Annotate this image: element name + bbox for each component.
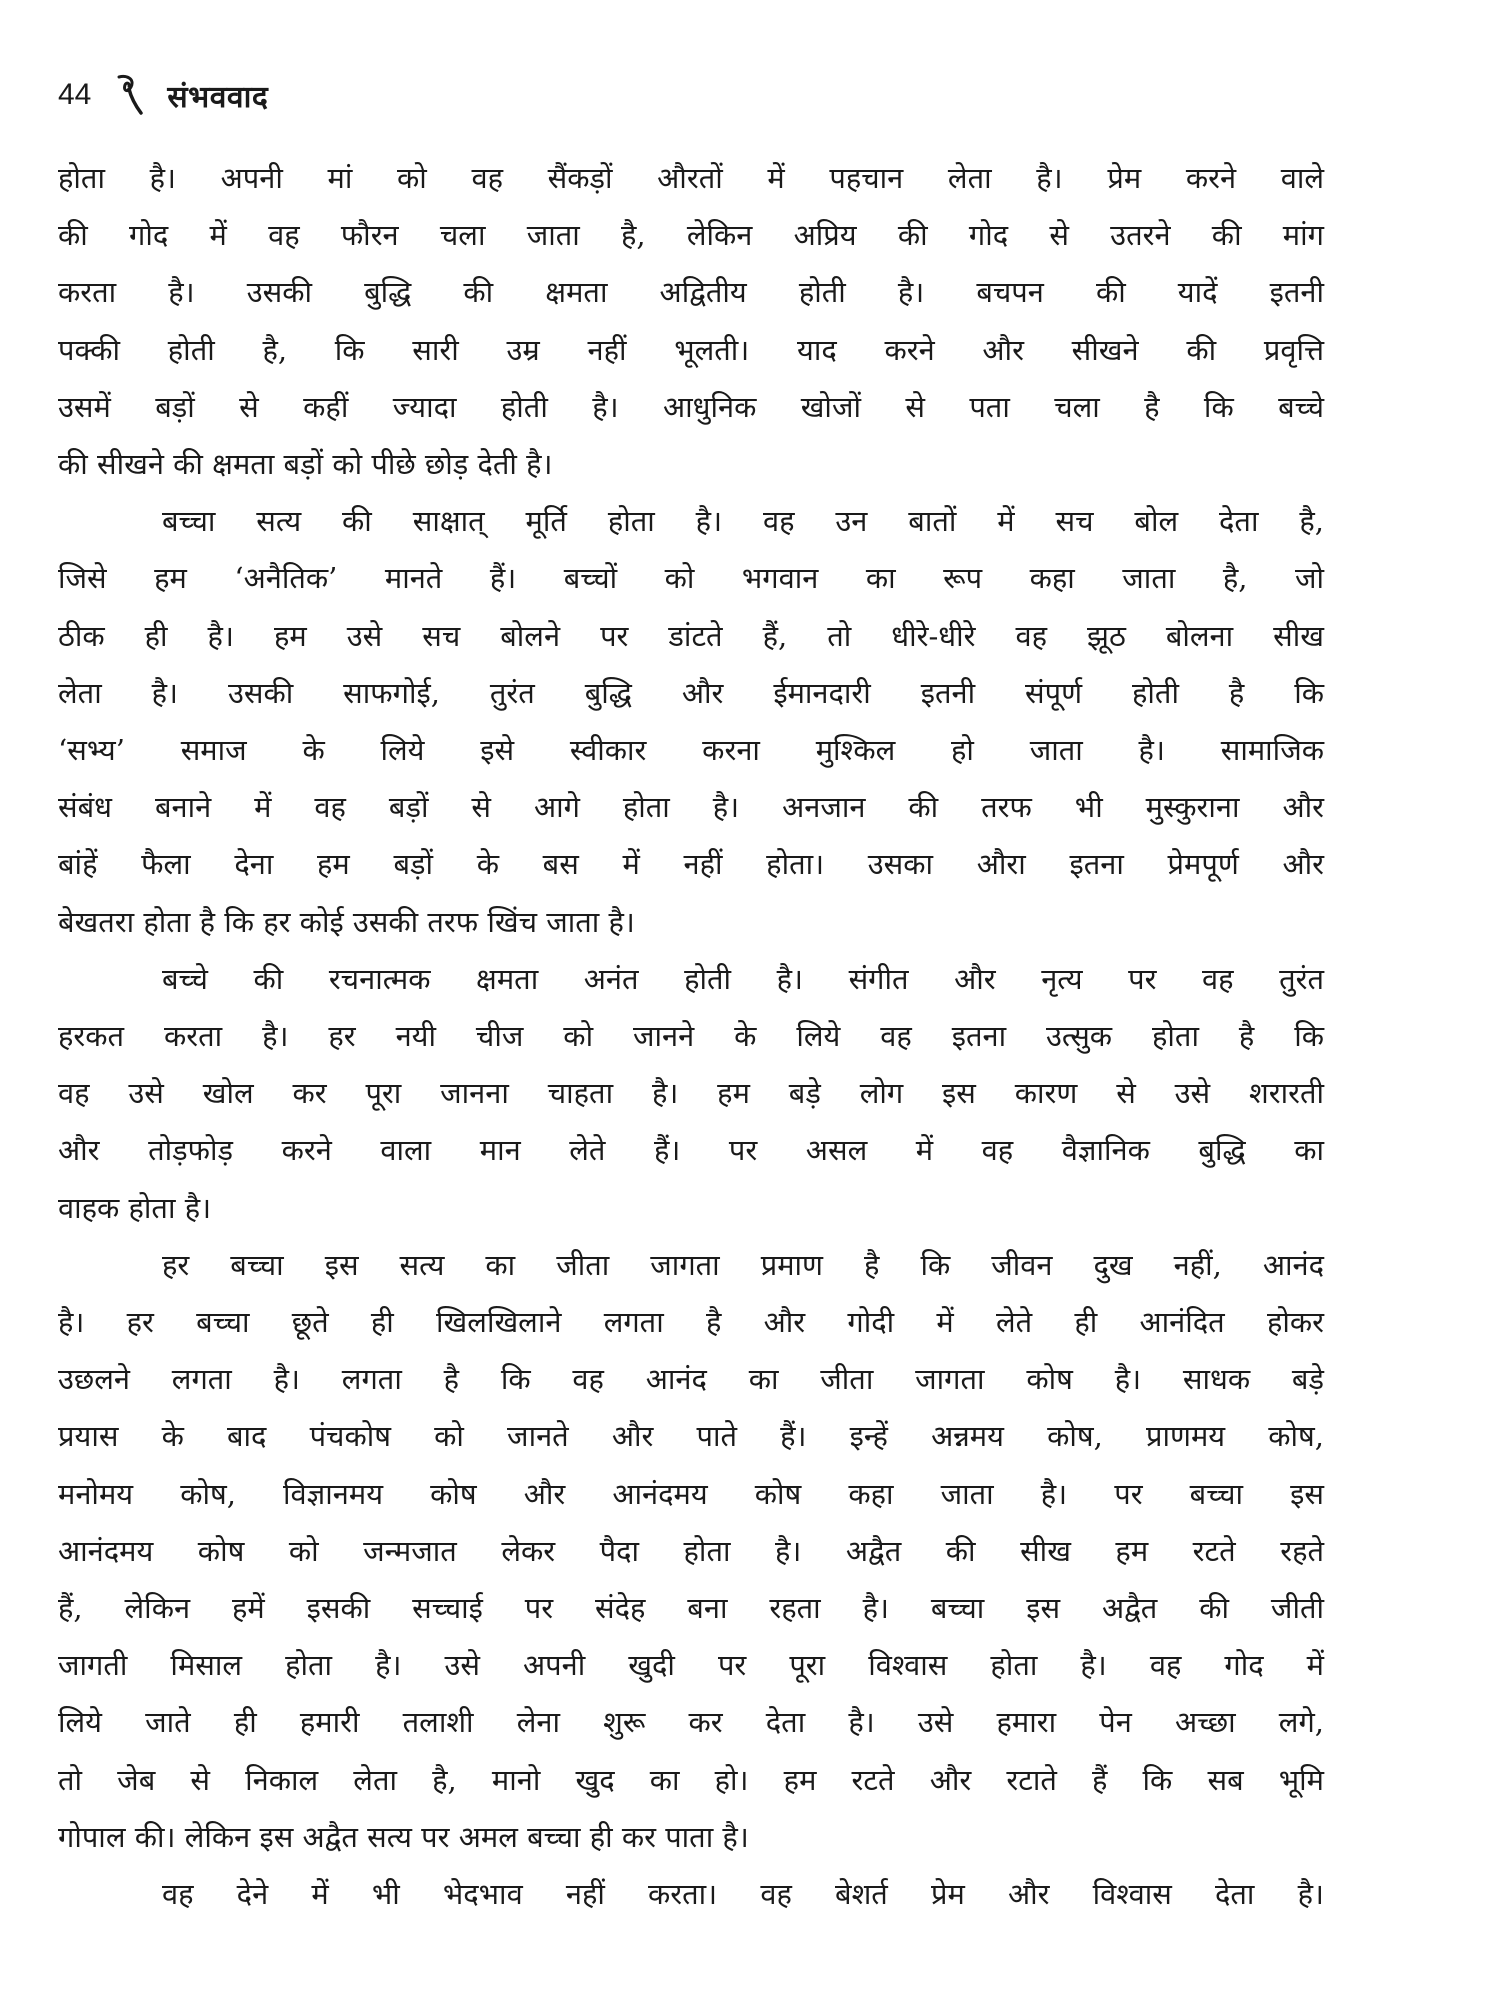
text-line: उसमें बड़ों से कहीं ज्यादा होती है। आधुनिक खोजों से पता चला है कि बच्चे bbox=[58, 389, 1324, 424]
paragraph-4 bbox=[58, 1237, 1324, 1866]
text-line: वाहक होता है। bbox=[58, 1190, 212, 1225]
text-line: तो जेब से निकाल लेता है, मानो खुद का हो। हम रटते और रटाते हैं कि सब भूमि bbox=[58, 1762, 1324, 1797]
text-line: वह उसे खोल कर पूरा जानना चाहता है। हम बड़े लोग इस कारण से उसे शरारती bbox=[58, 1076, 1324, 1111]
quill-ornament-icon bbox=[113, 73, 143, 117]
body-text bbox=[58, 150, 1324, 1923]
text-line: हैं, लेकिन हमें इसकी सच्चाई पर संदेह बना रहता है। बच्चा इस अद्वैत की जीती bbox=[58, 1591, 1324, 1626]
text-line: होता है। अपनी मां को वह सैंकड़ों औरतों में पहचान लेता है। प्रेम करने वाले bbox=[58, 161, 1324, 195]
text-line: बेखतरा होता है कि हर कोई उसकी तरफ खिंच जाता है। bbox=[58, 904, 635, 939]
text-line: की सीखने की क्षमता बड़ों को पीछे छोड़ देती है। bbox=[58, 447, 553, 482]
running-head bbox=[58, 70, 268, 120]
text-line: बांहें फैला देना हम बड़ों के बस में नहीं होता। उसका औरा इतना प्रेमपूर्ण और bbox=[58, 847, 1324, 882]
text-line: और तोड़फोड़ करने वाला मान लेते हैं। पर असल में वह वैज्ञानिक बुद्धि का bbox=[58, 1133, 1324, 1168]
text-line: है। हर बच्चा छूते ही खिलखिलाने लगता है और गोदी में लेते ही आनंदित होकर bbox=[58, 1305, 1324, 1340]
text-line: बच्चे की रचनात्मक क्षमता अनंत होती है। संगीत और नृत्य पर वह तुरंत bbox=[162, 961, 1324, 996]
text-line: उछलने लगता है। लगता है कि वह आनंद का जीता जागता कोष है। साधक बड़े bbox=[58, 1362, 1324, 1397]
text-line: पक्की होती है, कि सारी उम्र नहीं भूलती। याद करने और सीखने की प्रवृत्ति bbox=[58, 332, 1324, 367]
paragraph-3 bbox=[58, 951, 1324, 1237]
text-line: ‘सभ्य’ समाज के लिये इसे स्वीकार करना मुश्किल हो जाता है। सामाजिक bbox=[58, 733, 1324, 768]
paragraph-1 bbox=[58, 150, 1324, 493]
text-line: हर बच्चा इस सत्य का जीता जागता प्रमाण है कि जीवन दुख नहीं, आनंद bbox=[162, 1247, 1324, 1282]
text-line: जिसे हम ‘अनैतिक’ मानते हैं। बच्चों को भगवान का रूप कहा जाता है, जो bbox=[58, 561, 1324, 596]
text-line: आनंदमय कोष को जन्मजात लेकर पैदा होता है। अद्वैत की सीख हम रटते रहते bbox=[58, 1533, 1324, 1568]
text-line: वह देने में भी भेदभाव नहीं करता। वह बेशर्त प्रेम और विश्वास देता है। bbox=[162, 1877, 1324, 1912]
paragraph-2 bbox=[58, 493, 1324, 951]
text-line: हरकत करता है। हर नयी चीज को जानने के लिये वह इतना उत्सुक होता है कि bbox=[58, 1019, 1324, 1054]
text-line: जागती मिसाल होता है। उसे अपनी खुदी पर पूरा विश्वास होता है। वह गोद में bbox=[58, 1648, 1324, 1683]
page-number: 44 bbox=[58, 78, 92, 111]
text-line: ठीक ही है। हम उसे सच बोलने पर डांटते हैं, तो धीरे-धीरे वह झूठ बोलना सीख bbox=[58, 618, 1324, 653]
text-line: बच्चा सत्य की साक्षात् मूर्ति होता है। वह उन बातों में सच बोल देता है, bbox=[162, 504, 1324, 539]
text-line: लेता है। उसकी साफगोई, तुरंत बुद्धि और ईमानदारी इतनी संपूर्ण होती है कि bbox=[58, 675, 1324, 710]
text-line: गोपाल की। लेकिन इस अद्वैत सत्य पर अमल बच्चा ही कर पाता है। bbox=[58, 1819, 749, 1854]
paragraph-5 bbox=[58, 1866, 1324, 1923]
text-line: की गोद में वह फौरन चला जाता है, लेकिन अप्रिय की गोद से उतरने की मांग bbox=[58, 218, 1324, 253]
text-line: करता है। उसकी बुद्धि की क्षमता अद्वितीय होती है। बचपन की यादें इतनी bbox=[58, 275, 1324, 310]
text-line: संबंध बनाने में वह बड़ों से आगे होता है। अनजान की तरफ भी मुस्कुराना और bbox=[58, 790, 1324, 825]
text-line: लिये जाते ही हमारी तलाशी लेना शुरू कर देता है। उसे हमारा पेन अच्छा लगे, bbox=[58, 1705, 1324, 1740]
book-title: संभववाद bbox=[167, 79, 269, 115]
text-line: मनोमय कोष, विज्ञानमय कोष और आनंदमय कोष कहा जाता है। पर बच्चा इस bbox=[58, 1476, 1324, 1511]
text-line: प्रयास के बाद पंचकोष को जानते और पाते हैं। इन्हें अन्नमय कोष, प्राणमय कोष, bbox=[58, 1419, 1324, 1454]
